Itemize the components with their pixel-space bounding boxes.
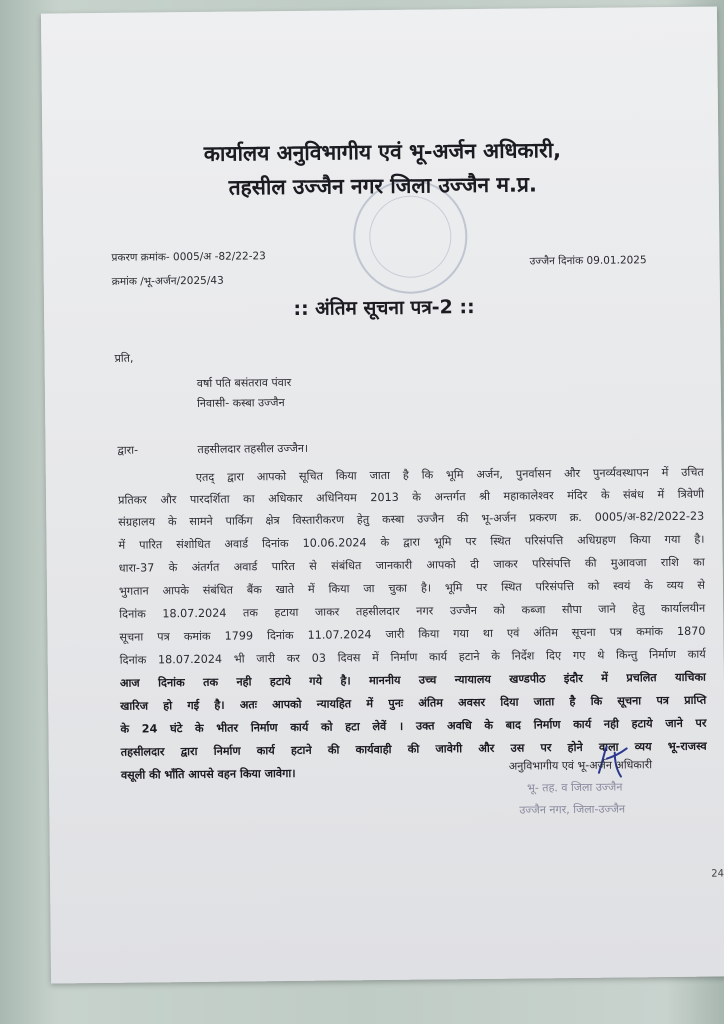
recipient-address: निवासी- कस्बा उज्जैन	[196, 396, 285, 410]
body-line: संग्रहालय के सामने पार्किग क्षेत्र विस्तारीकरण हेतु कस्बा उज्जैन की भू-अर्जन प्रकरण क्र. 0005/अ-82/2022-23	[118, 509, 705, 529]
notice-title: :: अंतिम सूचना पत्र-2 ::	[293, 296, 475, 320]
stamp-line1: भू- तह. व जिला उज्जैन	[527, 780, 623, 795]
body-line: वसूली की भाँति आपसे वहन किया जावेगा।	[120, 766, 296, 782]
signatory-designation: अनुविभागीय एवं भू-अर्जन अधिकारी	[508, 758, 653, 773]
page-number: 24	[711, 868, 724, 880]
body-line: दिनांक 18.07.2024 भी जारी कर 03 दिवस में निर्माण कार्य हटाने के निर्देश दिए गए थे किन्तु निर्माण कार्य	[119, 647, 706, 667]
notice-document	[41, 6, 724, 983]
via-label: द्वारा-	[117, 443, 139, 457]
office-name-line2: तहसील उज्जैन नगर जिला उज्जैन म.प्र.	[228, 172, 538, 200]
recipient-prati: प्रति,	[114, 351, 134, 365]
body-line: भुगतान आपके संबंधित बैंक खाते में किया जा चुका है। भूमि पर स्थित परिसंपत्ति को स्वयं के व्यय से	[118, 578, 706, 598]
body-line: दिनांक 18.07.2024 तक हटाया जाकर तहसीलदार नगर उज्जैन को कब्जा सौपा जाने हेतु कार्यालयीन	[119, 601, 706, 621]
body-line: प्रतिकर और पारदर्शिता का अधिकार अधिनियम 2013 के अन्तर्गत श्री महाकालेश्वर मंदिर के संबंध में त्रिवेणी	[117, 487, 705, 507]
office-name-line1: कार्यालय अनुविभागीय एवं भू-अर्जन अधिकारी,	[203, 138, 562, 166]
recipient-name: वर्षा पति बसंतराव पंवार	[196, 375, 292, 390]
body-line: तहसीलदार द्वारा निर्माण कार्य हटाने की कार्यवाही की जावेगी और उस पर होने वाला व्यय भू-राजस्व	[120, 739, 707, 759]
body-line: आज दिनांक तक नही हटाये गये है। माननीय उच्च न्यायालय खण्डपीठ इंदौर में प्रचलित याचिका	[119, 670, 706, 690]
letter-number: क्रमांक /भू-अर्जन/2025/43	[111, 274, 224, 288]
case-number: प्रकरण क्रमांक- 0005/अ -82/22-23	[111, 250, 266, 264]
body-line: में पारित संशोधित अवार्ड दिनांक 10.06.2024 के द्वारा भूमि पर स्थित परिसंपत्ति अधिग्रहण किया गया है।	[118, 532, 705, 552]
stamp-line2: उज्जैन नगर, जिला-उज्जैन	[519, 802, 626, 817]
body-line: एतद् द्वारा आपको सूचित किया जाता है कि भूमि अर्जन, पुनर्वासन और पुनर्व्यवस्थापन में उचित	[195, 465, 704, 484]
body-line: धारा-37 के अंतर्गत अवार्ड पारित से संबंधित जानकारी आपको दी जाकर परिसंपत्ति की मुआवजा राशि का	[118, 555, 705, 575]
body-line: सूचना पत्र कमांक 1799 दिनांक 11.07.2024 जारी किया गया था एवं अंतिम सूचना पत्र कमांक 1870	[119, 624, 706, 644]
body-line: खारिज हो गई है। अतः आपको न्यायहित में पुनः अंतिम अवसर दिया जाता है कि सूचना पत्र प्राप्ति	[120, 693, 707, 713]
via-value: तहसीलदार तहसील उज्जैन।	[197, 441, 309, 456]
body-line: के 24 घंटे के भीतर निर्माण कार्य को हटा लेवें । उक्त अवधि के बाद निर्माण कार्य नही हटाये जाने पर	[120, 716, 707, 736]
letter-date: उज्जैन दिनांक 09.01.2025	[529, 254, 647, 268]
